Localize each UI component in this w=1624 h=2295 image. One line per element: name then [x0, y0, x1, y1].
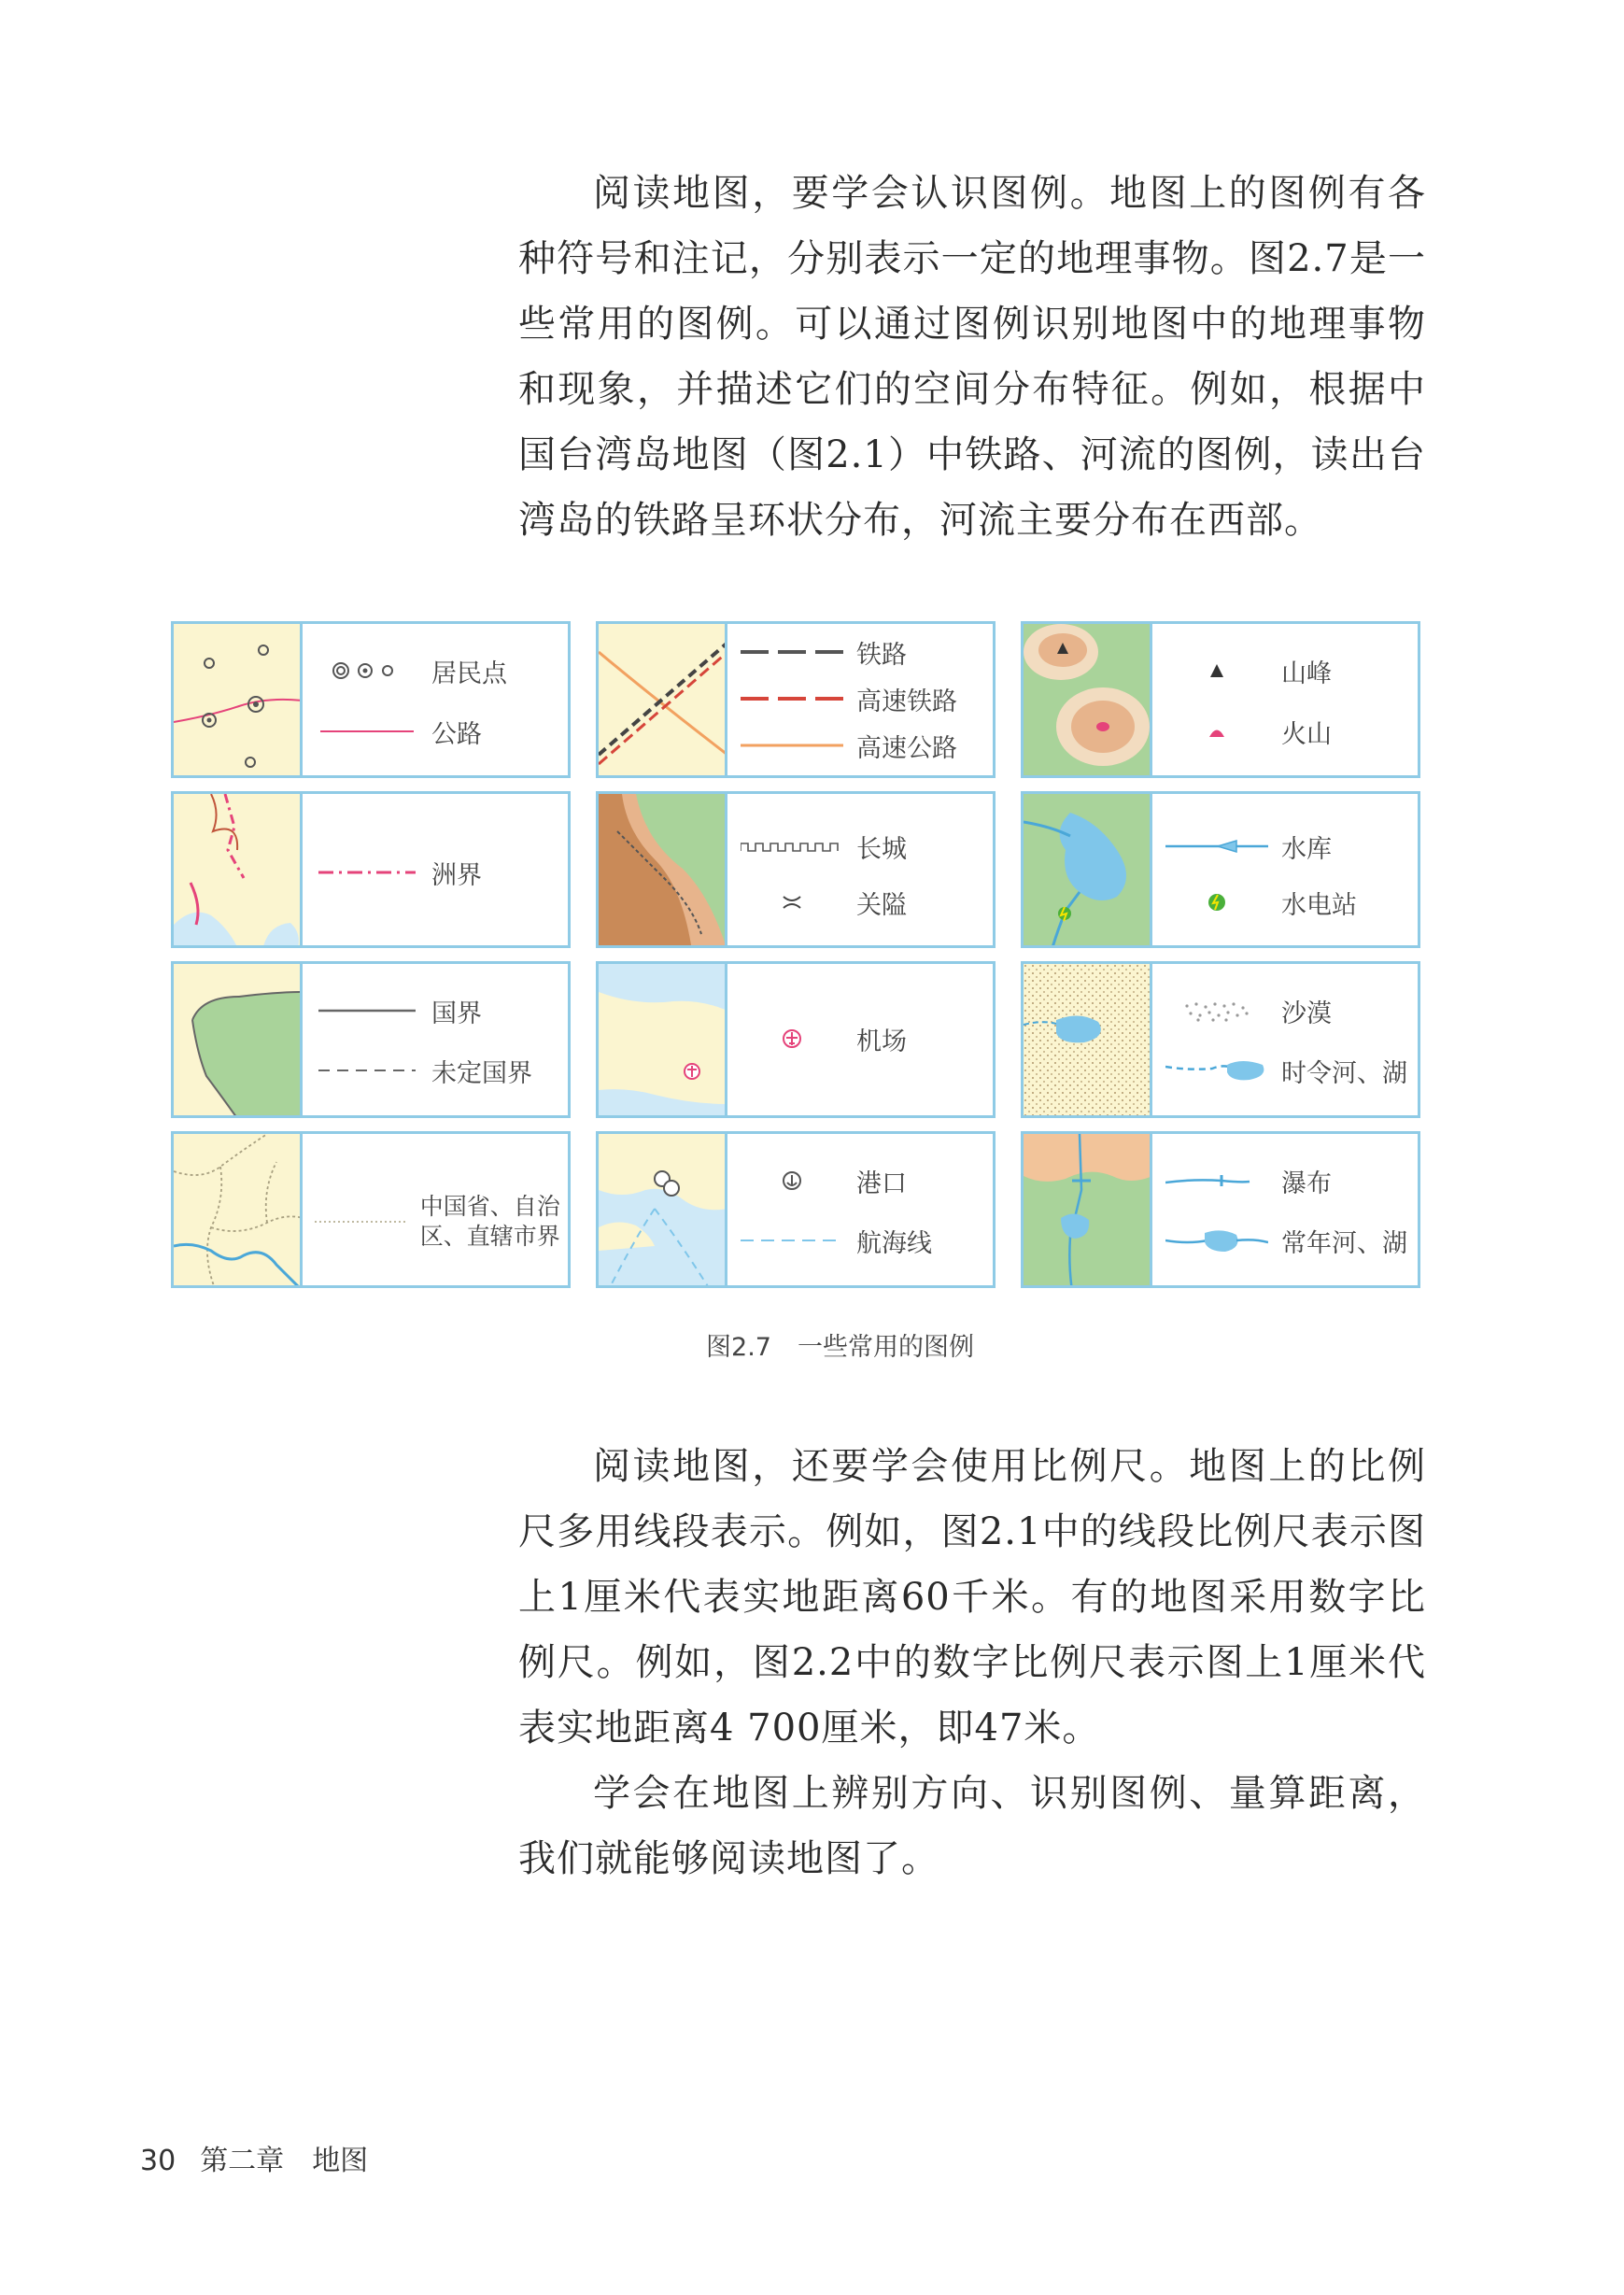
- seasonal-river-lake-icon: [1162, 1052, 1272, 1089]
- legend-cell-port: [596, 1131, 996, 1288]
- waterfall-symbol-icon: [1162, 1162, 1272, 1199]
- province-boundary-line-icon: [312, 1203, 411, 1240]
- thumb-mountain-map: [1024, 624, 1152, 775]
- legend-cell-peak: [1021, 621, 1420, 778]
- thumb-airport-map: [599, 964, 727, 1115]
- great-wall-symbol-icon: [737, 828, 847, 865]
- high-speed-railway-line-icon: [737, 680, 847, 717]
- thumb-continent-boundary-map: [174, 794, 303, 945]
- legend-item-province-boundary: [312, 1194, 562, 1250]
- paragraph-legend-intro: 阅读地图，要学会认识图例。地图上的图例有各种符号和注记，分别表示一定的地理事物。图2.7是一些常用的图例。可以通过图例识别地图中的地理事物和现象，并描述它们的空间分布特征。例如，根据中国台湾岛地图（图2.1）中铁路、河流的图例，读出台湾岛的铁路呈环状分布，河流主要分布在西部。: [518, 172, 1426, 542]
- legend-label: 关隘: [856, 890, 907, 920]
- legend-label: 山峰: [1281, 659, 1332, 688]
- legend-label: 居民点: [431, 659, 507, 688]
- legend-item-expressway: [737, 727, 987, 764]
- desert-dots-icon: [1162, 992, 1272, 1029]
- legend-figure: [171, 621, 1420, 1294]
- legend-cell-province-boundary: [171, 1131, 571, 1288]
- legend-item-seasonal-river-lake: [1162, 1052, 1412, 1089]
- legend-item-sea-route: [737, 1222, 987, 1259]
- legend-item-continent-boundary: [312, 854, 562, 891]
- legend-label: 沙漠: [1281, 999, 1332, 1028]
- legend-item-road: [312, 713, 562, 750]
- paragraph-scale: 阅读地图，还要学会使用比例尺。地图上的比例尺多用线段表示。例如，图2.1中的线段比例尺表示图上1厘米代表实地距离60千米。有的地图采用数字比例尺。例如，图2.2中的数字比例尺表示图上1厘米代表实地距离4 700厘米，即47米。: [518, 1445, 1426, 1750]
- paragraph-conclusion: 学会在地图上辨别方向、识别图例、量算距离，我们就能够阅读地图了。: [518, 1772, 1426, 1880]
- thumb-settlement-map: [174, 624, 303, 775]
- legend-label: 港口: [856, 1169, 907, 1198]
- legend-cell-waterfall: [1021, 1131, 1420, 1288]
- legend-cell-national-boundary: [171, 961, 571, 1118]
- legend-label: 常年河、湖: [1281, 1228, 1407, 1258]
- thumb-desert-map: [1024, 964, 1152, 1115]
- legend-cell-settlement: [171, 621, 571, 778]
- reservoir-symbol-icon: [1162, 828, 1272, 865]
- legend-item-reservoir: [1162, 828, 1412, 865]
- legend-item-perennial-river-lake: [1162, 1222, 1412, 1259]
- thumb-railway-map: [599, 624, 727, 775]
- legend-item-national-boundary: [312, 992, 562, 1029]
- legend-label: 航海线: [856, 1228, 932, 1258]
- legend-label: 水库: [1281, 834, 1332, 864]
- thumb-province-boundary-map: [174, 1134, 303, 1285]
- legend-label: 火山: [1281, 719, 1332, 749]
- legend-label: 长城: [856, 834, 907, 864]
- section-label: 地图: [312, 2145, 369, 2177]
- airport-plane-icon: [737, 1020, 847, 1057]
- legend-item-great-wall: [737, 828, 987, 865]
- national-boundary-line-icon: [312, 992, 422, 1029]
- legend-item-desert: [1162, 992, 1412, 1029]
- continent-boundary-line-icon: [312, 854, 422, 891]
- undefined-boundary-line-icon: [312, 1052, 422, 1089]
- legend-item-high-speed-railway: [737, 680, 987, 717]
- legend-item-pass: [737, 884, 987, 921]
- peak-triangle-icon: [1162, 652, 1272, 689]
- pass-symbol-icon: [737, 884, 847, 921]
- perennial-river-lake-icon: [1162, 1222, 1272, 1259]
- port-anchor-icon: [737, 1162, 847, 1199]
- legend-label: 机场: [856, 1027, 907, 1056]
- hydropower-station-icon: [1162, 884, 1272, 921]
- legend-cell-continent-boundary: [171, 791, 571, 948]
- residential-symbol-icon: [312, 652, 422, 689]
- expressway-line-icon: [737, 727, 847, 764]
- legend-label: 公路: [431, 719, 482, 749]
- legend-label: 时令河、湖: [1281, 1058, 1407, 1088]
- legend-item-hydropower: [1162, 884, 1412, 921]
- legend-cell-great-wall: [596, 791, 996, 948]
- legend-item-peak: [1162, 652, 1412, 689]
- volcano-symbol-icon: [1162, 713, 1272, 750]
- legend-item-waterfall: [1162, 1162, 1412, 1199]
- legend-label: 高速公路: [856, 733, 957, 763]
- legend-item-airport: [737, 1020, 987, 1057]
- legend-item-railway: [737, 633, 987, 671]
- legend-label: 国界: [431, 999, 482, 1028]
- railway-line-icon: [737, 633, 847, 671]
- legend-label: 瀑布: [1281, 1169, 1332, 1198]
- legend-cell-reservoir: [1021, 791, 1420, 948]
- legend-label: 水电站: [1281, 890, 1357, 920]
- legend-label: 铁路: [856, 640, 907, 670]
- legend-item-volcano: [1162, 713, 1412, 750]
- legend-item-residential: [312, 652, 562, 689]
- figure-number: 图2.7: [706, 1333, 771, 1362]
- legend-item-undefined-boundary: [312, 1052, 562, 1089]
- legend-item-port: [737, 1162, 987, 1199]
- legend-cell-airport: [596, 961, 996, 1118]
- legend-label: 中国省、自治区、直辖市界: [419, 1193, 560, 1250]
- legend-cell-desert: [1021, 961, 1420, 1118]
- page-number: 30: [140, 2145, 177, 2177]
- sea-route-line-icon: [737, 1222, 847, 1259]
- legend-cell-railway: [596, 621, 996, 778]
- legend-label: 未定国界: [431, 1058, 532, 1088]
- legend-label: 高速铁路: [856, 687, 957, 716]
- figure-title: 一些常用的图例: [797, 1333, 974, 1362]
- page-footer: [140, 2137, 368, 2178]
- thumb-waterfall-map: [1024, 1134, 1152, 1285]
- road-line-icon: [312, 713, 422, 750]
- chapter-label: 第二章: [200, 2145, 285, 2177]
- figure-caption: [0, 1326, 1624, 1363]
- thumb-great-wall-map: [599, 794, 727, 945]
- thumb-national-boundary-map: [174, 964, 303, 1115]
- thumb-port-map: [599, 1134, 727, 1285]
- legend-label: 洲界: [431, 860, 482, 890]
- thumb-reservoir-map: [1024, 794, 1152, 945]
